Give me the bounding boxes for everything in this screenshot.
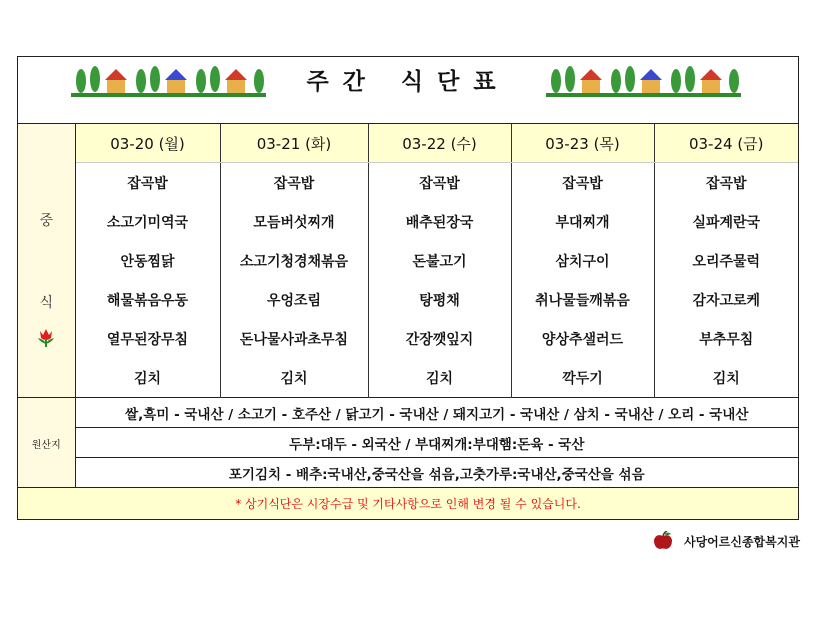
dish-cell: 돈나물사과초무침: [220, 319, 368, 358]
dish-cell: 김치: [654, 358, 798, 398]
meal-label-bottom: 식: [39, 294, 54, 311]
dish-cell: 우엉조림: [220, 280, 368, 319]
menu-row: [18, 358, 798, 398]
dish-cell: 잡곡밥: [511, 163, 654, 203]
dish-cell: 잡곡밥: [368, 163, 511, 203]
menu-row: [18, 163, 798, 203]
dish-cell: 열무된장무침: [106, 331, 189, 348]
menu-row: [18, 280, 798, 319]
day-header-fri: 03-24 (금): [654, 124, 798, 163]
dish-cell: 실파계란국: [654, 202, 798, 241]
dish-cell: 오리주물럭: [654, 241, 798, 280]
village-trees-icon: [546, 63, 741, 99]
meal-side-cell: [18, 124, 75, 398]
dish-cell: 감자고로케: [654, 280, 798, 319]
dish-cell: 간장깻잎지: [368, 319, 511, 358]
origin-row: [18, 428, 798, 458]
dish-cell: 해물볶음우동: [106, 292, 189, 309]
dish-cell: 소고기청경채볶음: [220, 241, 368, 280]
dish-cell: 소고기미역국: [106, 214, 189, 231]
dish-cell: 깍두기: [511, 358, 654, 398]
origin-line: 쌀,흑미 - 국내산 / 소고기 - 호주산 / 닭고기 - 국내산 / 돼지고기 - 국내산 / 삼치 - 국내산 / 오리 - 국내산: [75, 398, 798, 428]
dish-cell: 배추된장국: [368, 202, 511, 241]
menu-table: [18, 124, 798, 519]
menu-row: [18, 319, 798, 358]
dish-cell: 잡곡밥: [220, 163, 368, 203]
page-title: 주간 식단표: [306, 69, 510, 95]
day-header-mon: 03-20 (월): [75, 124, 220, 163]
day-header-tue: 03-21 (화): [220, 124, 368, 163]
meal-label-top: 중: [39, 212, 54, 229]
dish-cell: 잡곡밥: [654, 163, 798, 203]
origin-label: 원산지: [31, 440, 61, 451]
apple-logo-icon: [652, 531, 674, 551]
dish-cell: 김치: [133, 370, 162, 387]
origin-line: 포기김치 - 배추:국내산,중국산을 섞음,고춧가루:국내산,중국산을 섞음: [75, 458, 798, 488]
dish-cell: 안동찜닭: [120, 253, 175, 270]
dish-cell: 잡곡밥: [127, 175, 168, 192]
notice-text: * 상기식단은 시장수급 및 기타사항으로 인해 변경 될 수 있습니다.: [18, 488, 798, 520]
origin-side-cell: [18, 398, 75, 488]
menu-sheet: [17, 56, 799, 520]
footer: [652, 530, 800, 552]
dish-cell: 취나물들깨볶음: [511, 280, 654, 319]
footer-org-name: 사당어르신종합복지관: [684, 534, 800, 549]
dish-cell: 김치: [368, 358, 511, 398]
dish-cell: 김치: [220, 358, 368, 398]
title-band: [18, 57, 798, 124]
dish-cell: 부추무침: [654, 319, 798, 358]
day-header-row: [18, 124, 798, 163]
menu-table-wrapper: [18, 124, 798, 519]
dish-cell: 양상추샐러드: [511, 319, 654, 358]
day-header-thu: 03-23 (목): [511, 124, 654, 163]
notice-row: [18, 488, 798, 520]
origin-row: [18, 458, 798, 488]
menu-row: [18, 202, 798, 241]
origin-row: [18, 398, 798, 428]
origin-line: 두부:대두 - 외국산 / 부대찌개:부대햄:돈육 - 국산: [75, 428, 798, 458]
dish-cell: 삼치구이: [511, 241, 654, 280]
tulip-icon: [35, 326, 57, 348]
dish-cell: 탕평채: [368, 280, 511, 319]
dish-cell: 부대찌개: [511, 202, 654, 241]
dish-cell: 돈불고기: [368, 241, 511, 280]
dish-cell: 모듬버섯찌개: [220, 202, 368, 241]
menu-row: [18, 241, 798, 280]
day-header-wed: 03-22 (수): [368, 124, 511, 163]
